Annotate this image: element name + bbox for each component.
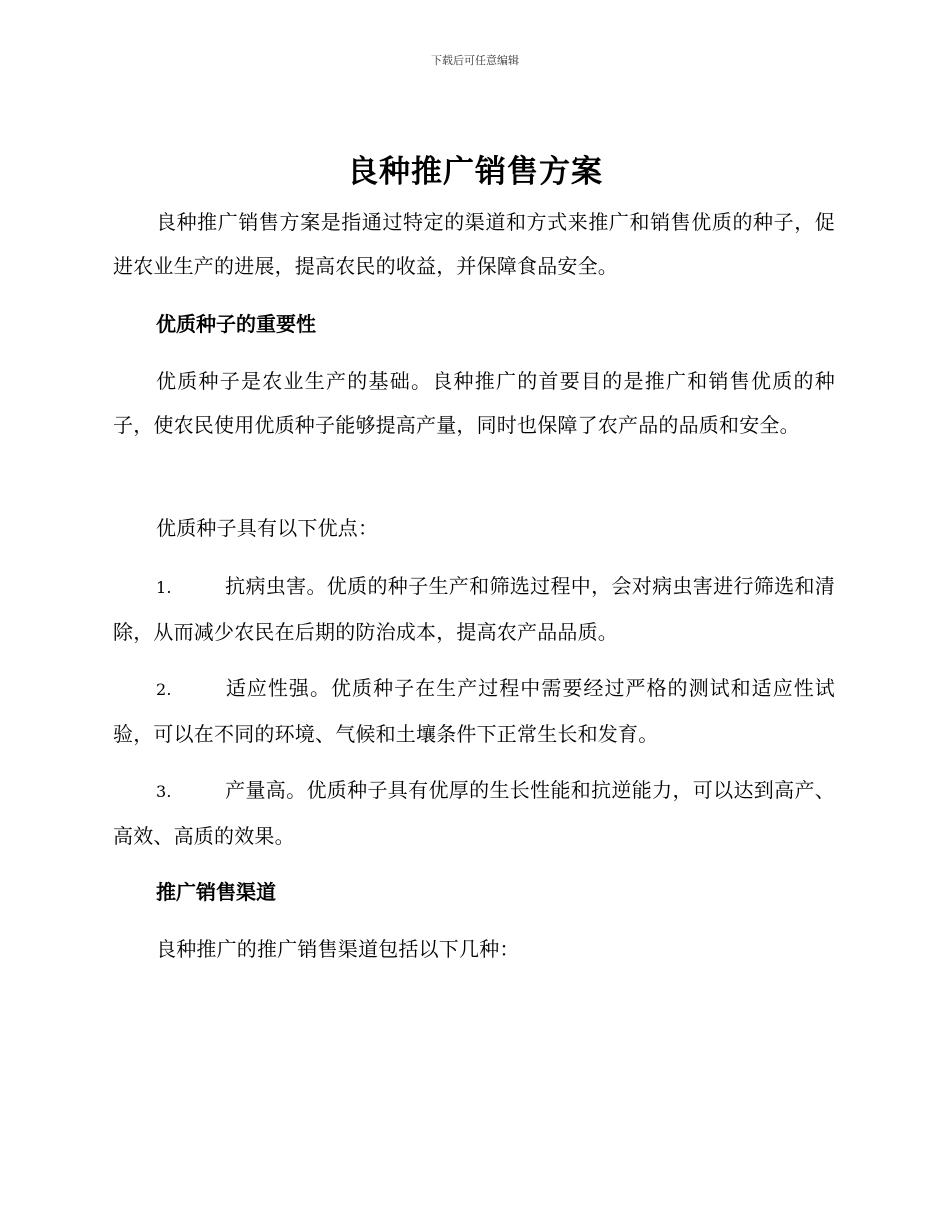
list-item-number: 1. (156, 578, 172, 597)
list-item-text: 适应性强。优质种子在生产过程中需要经过严格的测试和适应性试验，可以在不同的环境、气候和土壤条件下正常生长和发育。 (113, 676, 835, 746)
page-header-note: 下载后可任意编辑 (431, 54, 519, 67)
intro-paragraph: 良种推广销售方案是指通过特定的渠道和方式来推广和销售优质的种子，促进农业生产的进展，提高农民的收益，并保障食品安全。 (113, 210, 835, 278)
list-item (113, 768, 835, 858)
section-heading-importance: 优质种子的重要性 (156, 312, 316, 336)
importance-paragraph: 优质种子是农业生产的基础。良种推广的首要目的是推广和销售优质的种子，使农民使用优质种子能够提高产量，同时也保障了农产品的品质和安全。 (113, 369, 835, 437)
list-item-text: 产量高。优质种子具有优厚的生长性能和抗逆能力，可以达到高产、高效、高质的效果。 (113, 778, 835, 848)
section-heading-channels: 推广销售渠道 (156, 880, 276, 904)
list-item-text: 抗病虫害。优质的种子生产和筛选过程中，会对病虫害进行筛选和清除，从而减少农民在后期的防治成本，提高农产品品质。 (113, 574, 835, 644)
channels-paragraph: 良种推广的推广销售渠道包括以下几种： (156, 937, 520, 961)
advantages-intro: 优质种子具有以下优点： (156, 516, 379, 540)
list-item-number: 2. (156, 680, 172, 699)
list-item-number: 3. (156, 782, 172, 801)
document-title: 良种推广销售方案 (347, 154, 603, 190)
list-item (113, 666, 835, 756)
list-item (113, 564, 835, 654)
